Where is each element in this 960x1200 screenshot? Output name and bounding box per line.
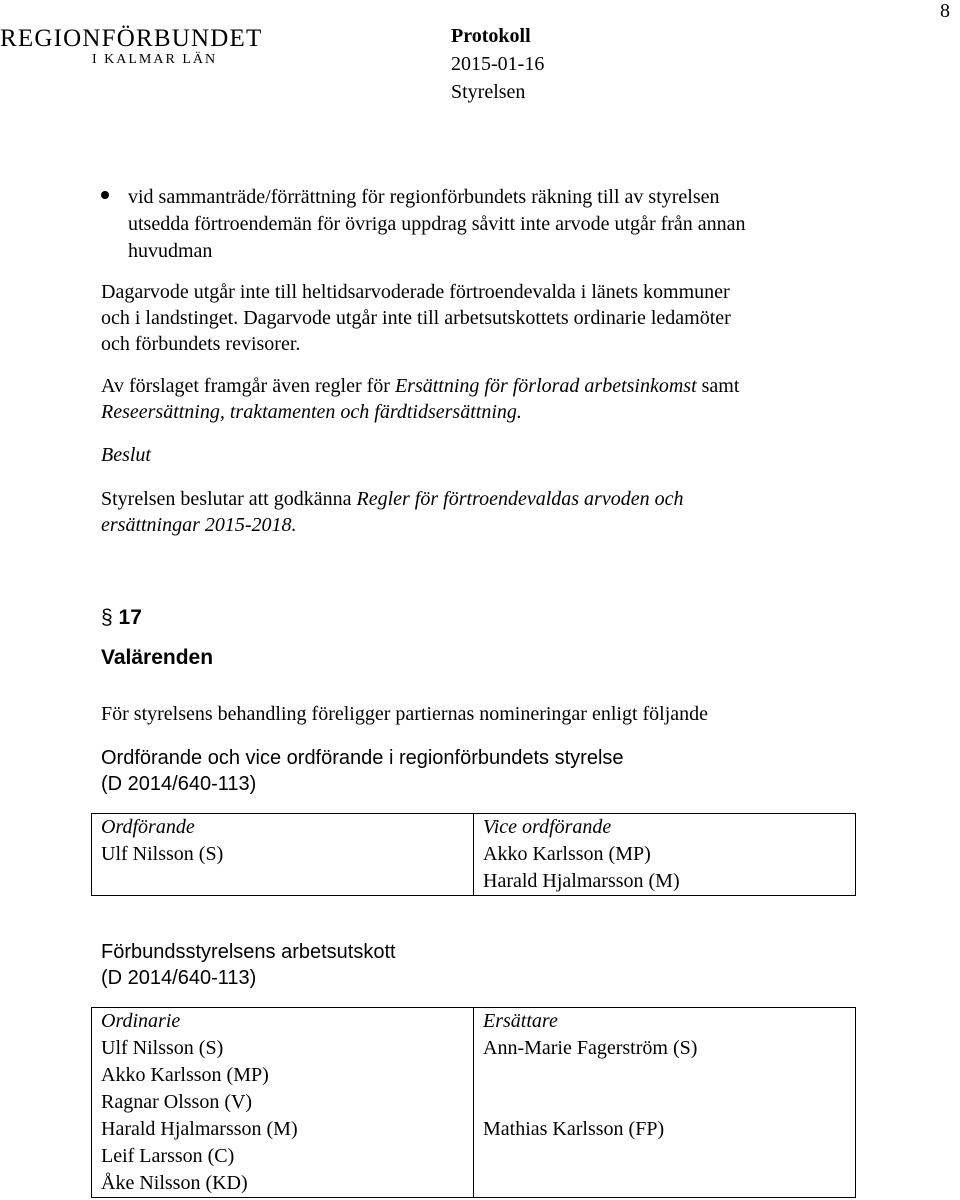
page-number: 8 (940, 0, 950, 22)
decision-italic-line: ersättningar 2015-2018. (101, 514, 297, 536)
group-heading-committee (101, 939, 396, 991)
nominee (483, 1062, 855, 1089)
paragraph-italic-line: Reseersättning, traktamenten och färdtidsersättning. (101, 401, 522, 423)
paragraph-line (101, 373, 861, 399)
document-header (451, 22, 544, 106)
group-title: Ordförande och vice ordförande i regionförbundets styrelse (101, 747, 624, 769)
column-header: Vice ordförande (483, 816, 612, 838)
bullet-line: vid sammanträde/förrättning för regionförbundets räkning till av styrelsen (128, 186, 720, 208)
table-cell-left (92, 814, 474, 896)
section-number-value: 17 (118, 606, 142, 629)
paragraph-text: samt (696, 375, 740, 397)
section-number (101, 604, 213, 632)
bullet-dot-icon (101, 191, 109, 199)
decision-text (101, 486, 861, 538)
group-heading-chair (101, 745, 624, 797)
decision-prefix: Styrelsen beslutar att godkänna (101, 488, 357, 510)
nominee: Åke Nilsson (KD) (101, 1172, 248, 1194)
document-date: 2015-01-16 (451, 53, 545, 75)
nominee: Ragnar Olsson (V) (101, 1091, 253, 1113)
section-symbol: § (101, 606, 113, 629)
table-row (92, 1008, 856, 1198)
logo-main-text: REGIONFÖRBUNDET (0, 25, 263, 52)
document-body: Styrelsen (451, 81, 526, 103)
organization-logo (0, 25, 263, 68)
paragraph-line: och förbundets revisorer. (101, 333, 301, 355)
column-header: Ordinarie (101, 1010, 181, 1032)
intro-text: För styrelsens behandling föreligger partiernas nomineringar enligt följande (101, 703, 709, 725)
nominee (483, 1089, 855, 1116)
decision-italic-text: Regler för förtroendevaldas arvoden och (356, 488, 684, 510)
section-heading-block (101, 604, 213, 672)
nominee: Akko Karlsson (MP) (101, 1064, 269, 1086)
group-case-number: (D 2014/640-113) (101, 967, 257, 989)
nominee: Harald Hjalmarsson (M) (101, 1118, 298, 1140)
section-title: Valärenden (101, 646, 214, 669)
nominee: Akko Karlsson (MP) (483, 843, 651, 865)
column-header: Ersättare (483, 1010, 558, 1032)
paragraph-line: Dagarvode utgår inte till heltidsarvoderade förtroendevalda i länets kommuner (101, 281, 730, 303)
nominee: Ulf Nilsson (S) (101, 843, 224, 865)
group-case-number: (D 2014/640-113) (101, 773, 257, 795)
chair-table (91, 813, 856, 896)
paragraph-dagarvode (101, 279, 861, 357)
nominee (483, 1170, 855, 1197)
nominee: Leif Larsson (C) (101, 1145, 235, 1167)
table-row (92, 814, 856, 896)
nominee: Ulf Nilsson (S) (101, 1037, 224, 1059)
nominee: Ann-Marie Fagerström (S) (483, 1037, 698, 1059)
document-title: Protokoll (451, 25, 531, 47)
table-cell-right (474, 814, 856, 896)
nominee (101, 868, 473, 895)
committee-table (91, 1007, 856, 1198)
decision-label: Beslut (101, 444, 151, 466)
column-header: Ordförande (101, 816, 195, 838)
paragraph-italic-text: Ersättning för förlorad arbetsinkomst (394, 375, 697, 397)
group-title: Förbundsstyrelsens arbetsutskott (101, 941, 396, 963)
bullet-text (128, 184, 848, 265)
table-cell-left (92, 1008, 474, 1198)
logo-sub-text: I KALMAR LÄN (92, 52, 218, 67)
paragraph-line: och i landstinget. Dagarvode utgår inte till arbetsutskottets ordinarie ledamöter (101, 307, 731, 329)
bullet-line: huvudman (128, 240, 213, 262)
nominee: Mathias Karlsson (FP) (483, 1118, 665, 1140)
nominee (483, 1143, 855, 1170)
nominee: Harald Hjalmarsson (M) (483, 870, 680, 892)
paragraph-text: Av förslaget framgår även regler för (101, 375, 395, 397)
bullet-line: utsedda förtroendemän för övriga uppdrag såvitt inte arvode utgår från annan (128, 213, 746, 235)
paragraph-forslaget (101, 373, 861, 425)
table-cell-right (474, 1008, 856, 1198)
decision-line (101, 486, 861, 512)
